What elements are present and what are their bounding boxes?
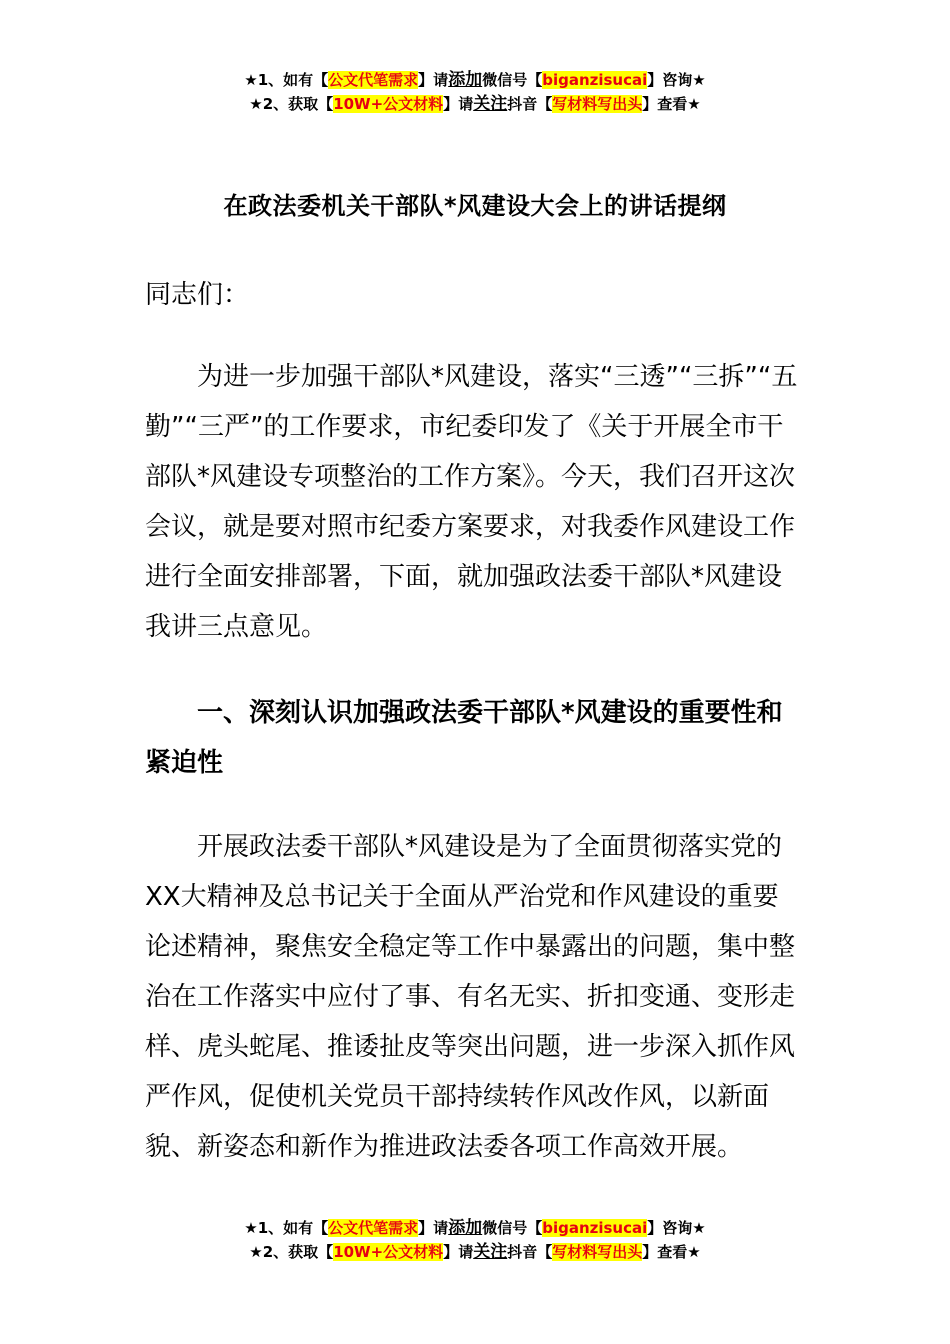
promo-text: 微信号【 [482,71,543,89]
section-heading-1: 一、深刻认识加强政法委干部队*风建设的重要性和紧迫性 [145,698,783,778]
promo-underlined-text: 添加 [448,70,483,90]
promo-underlined-text: 添加 [448,1218,483,1238]
promo-line-1 [0,68,950,92]
footer-promo-banner [0,1216,950,1264]
promo-text: 】请 [418,1219,449,1237]
promo-highlight: 10W+公文材料 [333,1243,444,1261]
body-paragraph-2: 开展政法委干部队*风建设是为了全面贯彻落实党的XX大精神及总书记关于全面从严治党和作风建设的重要论述精神，聚焦安全稳定等工作中暴露出的问题，集中整治在工作落实中应付了事、有名无实、折扣变通、变形走样、虎头蛇尾、推诿扯皮等突出问题，进一步深入抓作风严作风，促使机关党员干部持续转作风改作风，以新面貌、新姿态和新作为推进政法委各项工作高效开展。 [145,832,796,1162]
promo-text: 】咨询★ [647,1219,706,1237]
promo-text: ★2、获取【 [249,1243,334,1261]
promo-line-2 [0,1240,950,1264]
promo-highlight: 10W+公文材料 [333,95,444,113]
promo-text: 】查看★ [642,1243,701,1261]
promo-douyin-id: 写材料写出头 [552,1243,643,1261]
promo-text: 抖音【 [507,95,553,113]
promo-text: 】查看★ [642,95,701,113]
document-title: 在政法委机关干部队*风建设大会上的讲话提纲 [223,192,727,220]
promo-text: 】请 [443,1243,474,1261]
body-paragraph-1: 为进一步加强干部队*风建设，落实“三透”“三拆”“五勤”“三严”的工作要求，市纪委印发了《关于开展全市干部队*风建设专项整治的工作方案》。今天，我们召开这次会议，就是要对照市纪委方案要求，对我委作风建设工作进行全面安排部署，下面，就加强政法委干部队*风建设我讲三点意见。 [145,362,798,642]
promo-text: 微信号【 [482,1219,543,1237]
promo-underlined-text: 关注 [473,94,508,114]
salutation: 同志们： [145,280,250,310]
promo-wechat-id: biganzisucai [542,1219,648,1237]
promo-text: ★1、如有【 [244,1219,329,1237]
promo-text: 】咨询★ [647,71,706,89]
promo-text: 】请 [418,71,449,89]
promo-wechat-id: biganzisucai [542,71,648,89]
promo-douyin-id: 写材料写出头 [552,95,643,113]
promo-line-1 [0,1216,950,1240]
header-promo-banner [0,68,950,116]
promo-line-2 [0,92,950,116]
promo-highlight: 公文代笔需求 [328,1219,419,1237]
promo-text: ★1、如有【 [244,71,329,89]
promo-text: 抖音【 [507,1243,553,1261]
promo-text: 】请 [443,95,474,113]
promo-highlight: 公文代笔需求 [328,71,419,89]
promo-text: ★2、获取【 [249,95,334,113]
promo-underlined-text: 关注 [473,1242,508,1262]
